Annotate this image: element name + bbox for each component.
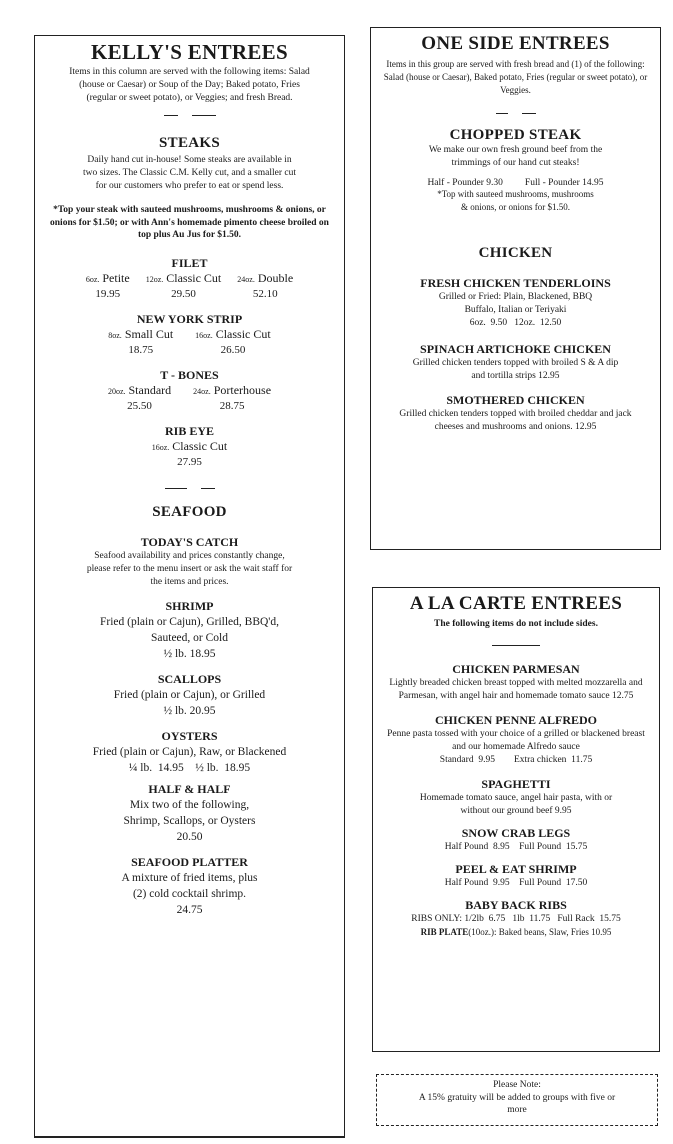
item-name: PEEL & EAT SHRIMP xyxy=(455,862,577,876)
steak-topping-note: *Top your steak with sauteed mushrooms, mushrooms & onions, or onions for $1.50; or with Ann's homemade pimento cheese broiled on top plus Au Jus for $1.50. xyxy=(50,205,329,240)
item-price: 24.75 xyxy=(176,903,203,916)
price: 18.75 xyxy=(128,343,154,356)
item-name: SNOW CRAB LEGS xyxy=(461,826,571,840)
price: 19.95 xyxy=(95,287,121,300)
one-side-entrees-panel xyxy=(370,27,661,550)
item-name: SHRIMP xyxy=(165,598,214,613)
size: 6oz. xyxy=(85,274,100,284)
menu-item-spaghetti xyxy=(373,777,659,818)
item-description: Penne pasta tossed with your choice of a grilled or blackened breast and our homemade Alfredo sauce xyxy=(387,729,645,752)
cut-label: Classic Cut xyxy=(215,326,271,341)
item-name: SMOTHERED CHICKEN xyxy=(446,393,585,407)
one-side-entrees-intro: Items in this group are served with fresh bread and (1) of the following: Salad (house or Caesar), Baked potato, Fries (regular or sweet potato), or Veggies. xyxy=(383,59,648,95)
menu-item-chopped-steak xyxy=(371,126,660,214)
item-price: 6oz. 9.50 12oz. 12.50 xyxy=(469,318,562,328)
menu-item-smothered-chicken xyxy=(371,393,660,434)
item-price: ½ lb. 18.95 xyxy=(163,647,216,660)
menu-item-chicken-penne-alfredo xyxy=(373,713,659,767)
item-price: ¼ lb. 14.95 ½ lb. 18.95 xyxy=(128,761,251,774)
item-description: Half Pound 8.95 Full Pound 15.75 xyxy=(444,842,588,852)
menu-item-snow-crab-legs xyxy=(373,826,659,854)
item-description: Homemade tomato sauce, angel hair pasta, with or without our ground beef 9.95 xyxy=(419,793,613,816)
cut-label: Classic Cut xyxy=(172,438,228,453)
menu-item-baby-back-ribs xyxy=(373,898,659,939)
menu-item-chicken-parmesan xyxy=(373,662,659,703)
menu-item-todays-catch xyxy=(35,535,344,589)
item-name: TODAY'S CATCH xyxy=(140,534,239,549)
menu-item-half-and-half xyxy=(35,782,344,845)
item-description: We make our own fresh ground beef from the trimmings of our hand cut steaks! xyxy=(428,145,603,168)
menu-item-scallops xyxy=(35,672,344,719)
item-name: FRESH CHICKEN TENDERLOINS xyxy=(420,276,611,290)
menu-item-rib-eye xyxy=(35,424,344,470)
item-name: FILET xyxy=(171,255,208,270)
item-description: RIBS ONLY: 1/2lb 6.75 1lb 11.75 Full Rack 15.75 xyxy=(411,914,621,924)
steaks-heading: STEAKS xyxy=(159,135,220,151)
item-description: Mix two of the following, Shrimp, Scallops, or Oysters xyxy=(123,798,256,827)
item-name: CHICKEN PARMESAN xyxy=(452,662,580,676)
item-name: SPINACH ARTICHOKE CHICKEN xyxy=(420,342,611,356)
full-pounder-price: Full - Pounder 14.95 xyxy=(524,178,604,188)
price: 27.95 xyxy=(177,455,202,468)
a-la-carte-intro: The following items do not include sides. xyxy=(434,619,598,629)
rib-plate-label: RIB PLATE xyxy=(420,927,469,937)
size: 8oz. xyxy=(108,330,122,340)
divider xyxy=(371,113,660,114)
one-side-entrees-title: ONE SIDE ENTREES xyxy=(421,33,610,54)
kellys-entrees-title: KELLY'S ENTREES xyxy=(91,40,288,64)
cut-label: Classic Cut xyxy=(166,270,222,285)
menu-item-peel-and-eat-shrimp xyxy=(373,862,659,890)
seafood-heading: SEAFOOD xyxy=(152,503,227,520)
item-price: Standard 9.95 Extra chicken 11.75 xyxy=(439,755,593,765)
rib-plate-description: (10oz.): Baked beans, Slaw, Fries 10.95 xyxy=(468,927,612,937)
item-name: OYSTERS xyxy=(161,728,218,743)
item-name: RIB EYE xyxy=(164,423,214,438)
price: 25.50 xyxy=(127,399,152,412)
menu-item-new-york-strip xyxy=(35,312,344,358)
menu-item-shrimp xyxy=(35,599,344,662)
half-pounder-price: Half - Pounder 9.30 xyxy=(427,178,503,188)
size: 16oz. xyxy=(195,330,213,340)
item-description: Fried (plain or Cajun), Raw, or Blackened xyxy=(92,745,287,758)
divider xyxy=(35,488,344,489)
item-price: 20.50 xyxy=(176,830,203,843)
item-name: BABY BACK RIBS xyxy=(465,898,567,912)
item-description: Fried (plain or Cajun), or Grilled xyxy=(113,688,266,701)
divider xyxy=(35,115,344,116)
divider xyxy=(373,645,659,646)
note-text: A 15% gratuity will be added to groups with five or more xyxy=(418,1092,616,1115)
price: 29.50 xyxy=(171,287,196,300)
cut-label: Small Cut xyxy=(124,326,174,341)
kellys-entrees-intro: Items in this column are served with the following items: Salad (house or Caesar) or Soup of the Day; Baked potato, Fries (regular or sweet potato), or Veggies; and fresh Bread. xyxy=(69,67,310,103)
item-name: NEW YORK STRIP xyxy=(136,311,243,326)
item-description: Grilled chicken tenders topped with broiled cheddar and jack cheeses and mushrooms and onions. 12.95 xyxy=(399,409,632,432)
cut-label: Standard xyxy=(128,382,172,397)
chopped-steak-heading: CHOPPED STEAK xyxy=(449,127,582,143)
item-name: HALF & HALF xyxy=(148,781,231,796)
steaks-description: Daily hand cut in-house! Some steaks are available in two sizes. The Classic C.M. Kelly cut, and a smaller cut for our customers who prefer to eat or spend less. xyxy=(82,155,296,191)
note-title: Please Note: xyxy=(493,1080,541,1090)
size: 16oz. xyxy=(151,442,170,452)
cut-label: Double xyxy=(257,270,294,285)
item-description: A mixture of fried items, plus (2) cold cocktail shrimp. xyxy=(121,871,258,900)
price: 26.50 xyxy=(220,343,246,356)
menu-item-spinach-artichoke-chicken xyxy=(371,342,660,383)
size: 20oz. xyxy=(107,386,126,396)
item-description: Half Pound 9.95 Full Pound 17.50 xyxy=(444,878,588,888)
item-description: Grilled chicken tenders topped with broiled S & A dip and tortilla strips 12.95 xyxy=(412,358,619,381)
item-name: SCALLOPS xyxy=(157,671,222,686)
price: 52.10 xyxy=(252,287,278,300)
a-la-carte-title: A LA CARTE ENTREES xyxy=(409,593,623,614)
menu-item-fresh-chicken-tenderloins xyxy=(371,276,660,330)
item-name: SEAFOOD PLATTER xyxy=(131,854,248,869)
a-la-carte-entrees-panel xyxy=(372,587,660,1052)
menu-item-oysters xyxy=(35,729,344,776)
menu-item-seafood-platter xyxy=(35,855,344,918)
topping-note: *Top with sauteed mushrooms, mushrooms & onions, or onions for $1.50. xyxy=(437,189,594,212)
size: 24oz. xyxy=(193,386,211,396)
menu-item-t-bones xyxy=(35,368,344,414)
item-description: Seafood availability and prices constantly change, please refer to the menu insert or ask the wait staff for the items and prices. xyxy=(86,550,293,587)
item-name: CHICKEN PENNE ALFREDO xyxy=(434,713,598,727)
item-price: ½ lb. 20.95 xyxy=(163,704,216,717)
item-description: Fried (plain or Cajun), Grilled, BBQ'd, Sauteed, or Cold xyxy=(99,615,280,644)
chicken-heading: CHICKEN xyxy=(478,245,553,261)
cut-label: Petite xyxy=(102,270,130,285)
item-name: T - BONES xyxy=(160,367,219,382)
size: 24oz. xyxy=(237,274,255,284)
item-description: Grilled or Fried: Plain, Blackened, BBQ Buffalo, Italian or Teriyaki xyxy=(438,292,593,315)
gratuity-note xyxy=(376,1074,658,1126)
size: 12oz. xyxy=(145,274,164,284)
item-name: SPAGHETTI xyxy=(481,777,551,791)
cut-label: Porterhouse xyxy=(213,382,272,397)
price: 28.75 xyxy=(219,399,245,412)
menu-item-filet xyxy=(35,256,344,302)
kellys-entrees-panel xyxy=(34,35,345,1138)
item-description: Lightly breaded chicken breast topped with melted mozzarella and Parmesan, with angel hair and homemade tomato sauce 12.75 xyxy=(389,678,643,701)
